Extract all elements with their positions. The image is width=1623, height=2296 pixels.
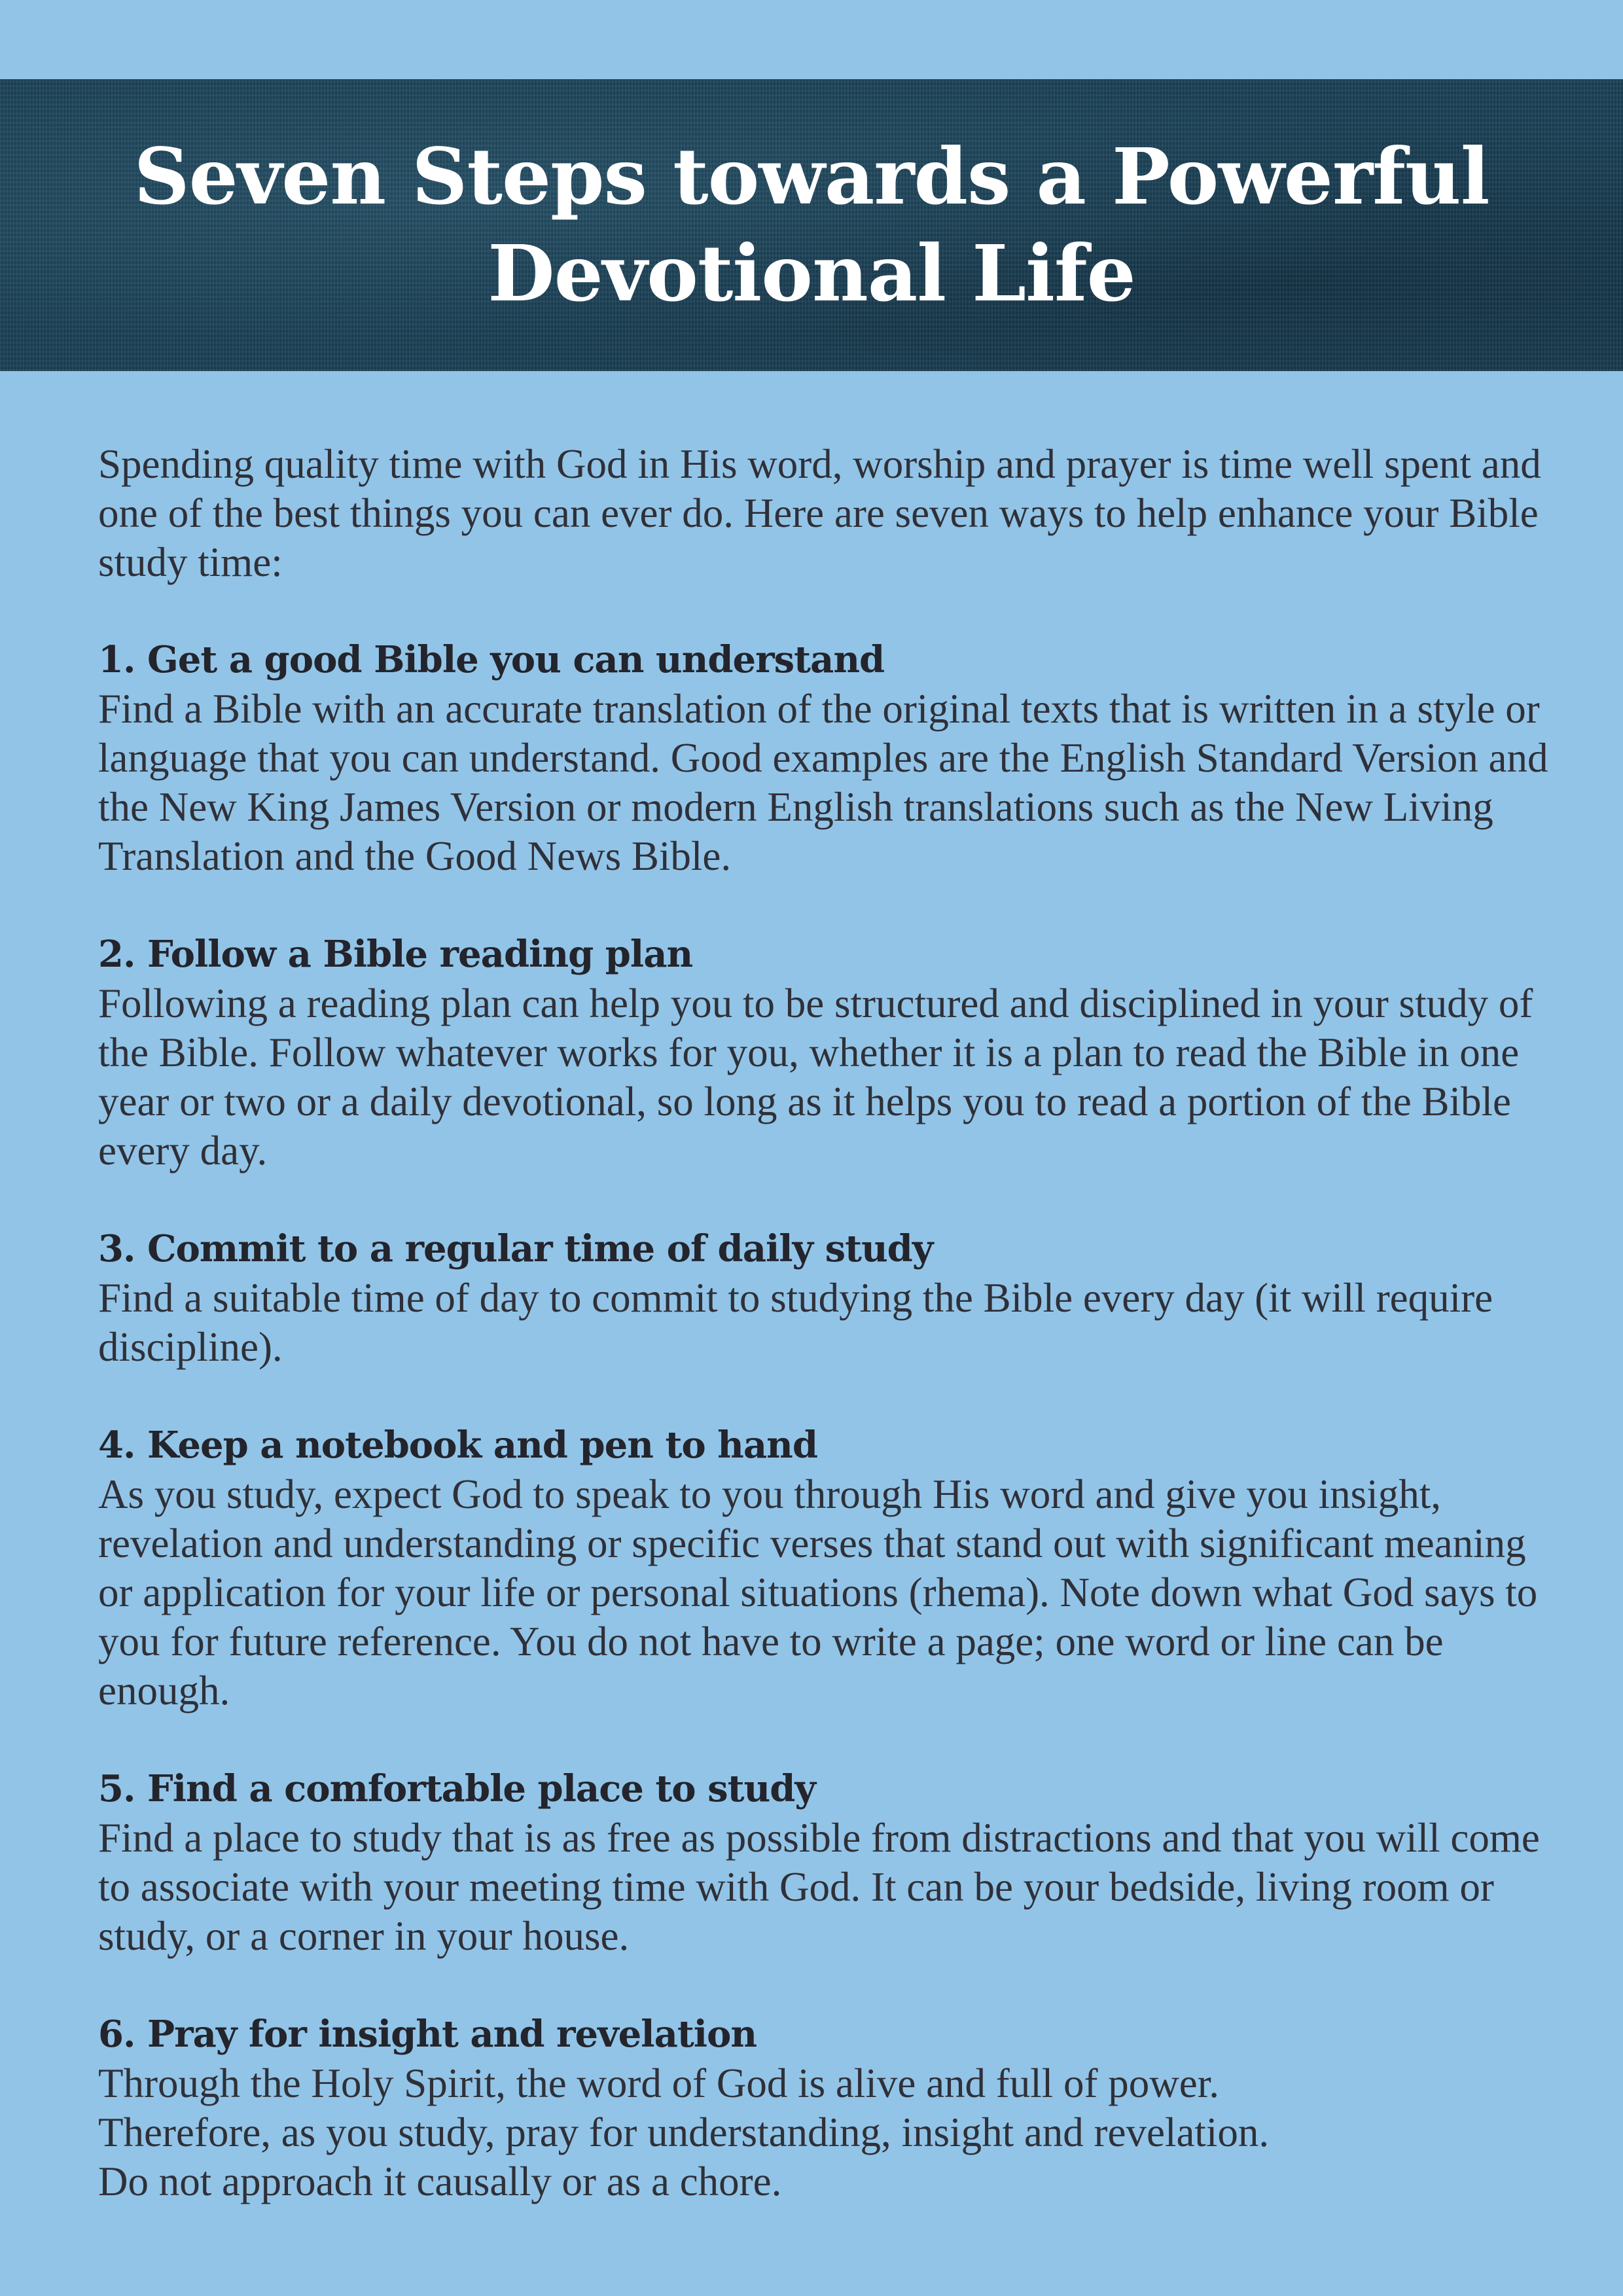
step-heading: 3. Commit to a regular time of daily study [98,1227,933,1270]
title-banner [0,79,1623,371]
step-body-line: Through the Holy Spirit, the word of God is alive and full of power. [98,2060,1219,2106]
step-4 [98,1421,1551,1715]
page-title [124,128,1499,322]
step-body-line: Therefore, as you study, pray for understanding, insight and revelation. [98,2109,1270,2155]
step-body: Find a place to study that is as free as possible from distractions and that you will come to associate with your meeting time with God. It can be your bedside, living room or study, or a corner in your house. [98,1815,1540,1959]
step-5 [98,1765,1551,1961]
step-2 [98,930,1551,1175]
step-body: Find a suitable time of day to commit to studying the Bible every day (it will require discipline). [98,1275,1493,1370]
step-body [98,2059,1551,2206]
step-heading: 5. Find a comfortable place to study [98,1767,815,1810]
step-3 [98,1225,1551,1372]
step-1 [98,636,1551,881]
step-heading: 1. Get a good Bible you can understand [98,638,885,681]
page-title-line-2: Devotional Life [488,228,1135,319]
step-6 [98,2010,1551,2206]
step-heading: 6. Pray for insight and revelation [98,2013,757,2056]
page-title-line-1: Seven Steps towards a Powerful [134,131,1489,222]
step-body: As you study, expect God to speak to you through His word and give you insight, revelation and understanding or specific verses that stand out with significant meaning or application for your life or personal situations (rhema). Note down what God says to you for future reference. You do not have to write a page; one word or line can be enough. [98,1471,1538,1713]
step-heading: 2. Follow a Bible reading plan [98,933,693,976]
intro-paragraph: Spending quality time with God in His word, worship and prayer is time well spent and one of the best things you can ever do. Here are seven ways to help enhance your Bible study time: [98,441,1541,585]
step-body-line: Do not approach it causally or as a chore. [98,2159,782,2204]
step-body: Find a Bible with an accurate translation of the original texts that is written in a style or language that you can understand. Good examples are the English Standard Version and the New King James Version or modern English translations such as the New Living Translation and the Good News Bible. [98,686,1548,879]
article-body [98,440,1551,2255]
step-body: Following a reading plan can help you to be structured and disciplined in your study of the Bible. Follow whatever works for you, whether it is a plan to read the Bible in one year or two or a daily devotional, so long as it helps you to read a portion of the Bible every day. [98,980,1533,1174]
step-heading: 4. Keep a notebook and pen to hand [98,1424,818,1467]
